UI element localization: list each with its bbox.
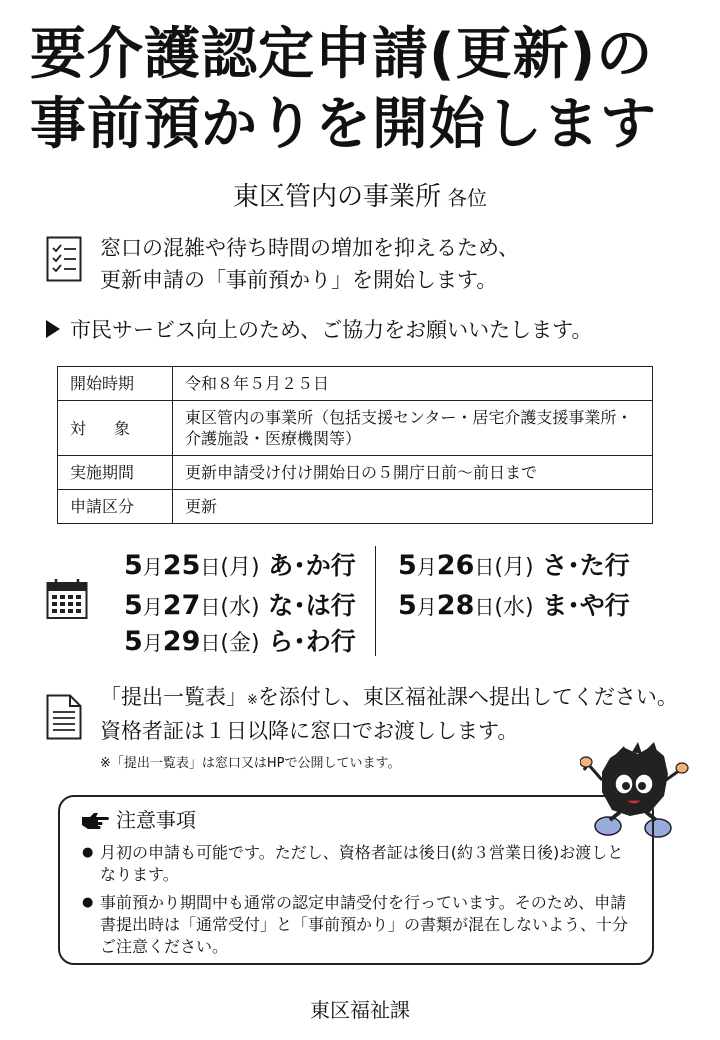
pointing-hand-icon	[80, 811, 110, 829]
intro-line-2: 更新申請の「事前預かり」を開始します。	[100, 268, 498, 292]
info-table	[57, 366, 653, 524]
table-value: 令和８年５月２５日	[173, 367, 653, 401]
table-key: 対象	[58, 401, 173, 456]
table-row	[58, 456, 653, 490]
caution-title-text: 注意事項	[116, 808, 196, 832]
table-value: 更新申請受け付け開始日の５開庁日前～前日まで	[173, 456, 653, 490]
intro-text	[100, 232, 690, 296]
caution-title	[80, 804, 196, 833]
recipient	[0, 176, 720, 213]
date-group: な･は行	[268, 591, 356, 620]
table-value: 更新	[173, 490, 653, 524]
date-entry: 5月25日(月) あ･か行	[124, 550, 356, 581]
date-entry: 5月27日(水) な･は行	[124, 590, 356, 621]
page-title-line-1: 要介護認定申請(更新)の	[30, 22, 654, 87]
caution-item: ● 事前預かり期間中も通常の認定申請受付を行っています。そのため、申請書提出時は「通常受付」と「事前預かり」の書類が混在しないよう、十分ご注意ください。	[82, 892, 632, 958]
footnote: ※「提出一覧表」は窓口又はHPで公開しています。	[100, 756, 401, 771]
date-group: あ･か行	[268, 551, 356, 580]
date-entry: 5月29日(金) ら･わ行	[124, 626, 356, 657]
page-title-line-2: 事前預かりを開始します	[30, 92, 657, 157]
triangle-right-icon	[46, 320, 60, 338]
date-group: ら･わ行	[268, 627, 356, 656]
date-entry: 5月28日(水) ま･や行	[398, 590, 630, 621]
date-divider	[375, 546, 376, 656]
date-group: さ･た行	[542, 551, 630, 580]
recipient-suffix: 各位	[447, 186, 487, 210]
submit-instructions	[100, 682, 690, 747]
table-key: 開始時期	[58, 367, 173, 401]
caution-item: ● 月初の申請も可能です。ただし、資格者証は後日(約３営業日後)お渡しとなります。	[82, 842, 632, 886]
notice	[46, 314, 592, 344]
note-mark: ※	[247, 693, 258, 708]
table-key: 申請区分	[58, 490, 173, 524]
submit-text-1: 「提出一覧表」	[100, 685, 247, 709]
table-row	[58, 367, 653, 401]
intro-line-1: 窓口の混雑や待ち時間の増加を抑えるため、	[100, 236, 520, 260]
table-value: 東区管内の事業所（包括支援センター・居宅介護支援事業所・介護施設・医療機関等）	[173, 401, 653, 456]
document-icon	[46, 694, 82, 740]
footer-department: 東区福祉課	[310, 998, 410, 1022]
table-key: 実施期間	[58, 456, 173, 490]
submit-text-2: を添付し、東区福祉課へ提出してください。資格者証は１日以降に窓口でお渡しします。	[100, 685, 678, 743]
table-row	[58, 401, 653, 456]
calendar-icon	[46, 578, 88, 620]
table-row	[58, 490, 653, 524]
date-group: ま･や行	[542, 591, 630, 620]
checklist-icon	[46, 236, 82, 282]
notice-text: 市民サービス向上のため、ご協力をお願いいたします。	[70, 318, 593, 342]
date-entry: 5月26日(月) さ･た行	[398, 550, 630, 581]
recipient-name: 東区管内の事業所	[232, 182, 441, 212]
